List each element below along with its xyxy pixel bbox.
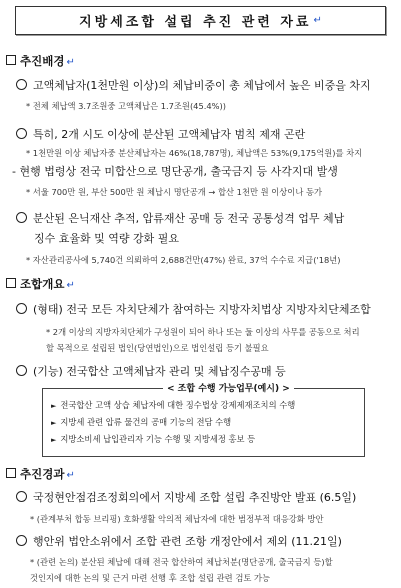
- overview-point-2: [16, 363, 286, 379]
- background-point-1-note: * 전체 체납액 3.7조원중 고액체납은 1.7조원(45.4%)): [26, 101, 227, 111]
- circle-bullet-icon: [16, 365, 27, 376]
- progress-point-1: [16, 489, 356, 505]
- background-point-2-dash-note: * 서울 700만 원, 부산 500만 원 체납시 명단공개 → 합산 1천만 원 이상이나 동가: [26, 187, 322, 197]
- point-text: (형태) 전국 모든 자치단체가 참여하는 지방자치법상 지방자치단체조합: [33, 303, 371, 316]
- circle-bullet-icon: [16, 79, 27, 90]
- background-point-3: [16, 210, 344, 226]
- arrow-bullet-icon: ►: [51, 419, 57, 427]
- progress-point-2: [16, 533, 342, 549]
- background-point-2-dash: - 현행 법령상 전국 미합산으로 명단공개, 출국금지 등 사각지대 발생: [12, 165, 338, 178]
- arrow-bullet-icon: ►: [51, 436, 57, 444]
- document-title: 지방세조합 설립 추진 관련 자료: [79, 15, 312, 30]
- overview-point-1: [16, 301, 371, 317]
- background-point-3-cont: 징수 효율화 및 역량 강화 필요: [34, 232, 179, 245]
- section-title: 추진배경: [20, 54, 65, 68]
- section-title: 조합개요: [20, 277, 65, 291]
- square-bullet-icon: [6, 278, 16, 288]
- circle-bullet-icon: [16, 212, 27, 223]
- section-heading-overview: [6, 276, 75, 292]
- background-point-2-note: * 1천만원 이상 체납자중 분산체납자는 46%(18,787명), 체납액은 53%(9,175억원)를 차지: [26, 148, 363, 158]
- section-title: 추진경과: [20, 467, 65, 481]
- point-text: 국정현안점검조정회의에서 지방세 조합 설립 추진방안 발표 (6.5일): [33, 491, 357, 504]
- example-text: 전국합산 고액 상습 체납자에 대한 징수법상 강제제재조치의 수행: [60, 400, 296, 410]
- example-item-1: [51, 399, 295, 411]
- overview-point-1-note: * 2개 이상의 지방자치단체가 구성원이 되어 하나 또는 둘 이상의 사무를 공동으로 처리할 목적으로 설립된 법인(당연법인)으로 법인설립 등기 불필요: [46, 327, 360, 353]
- circle-bullet-icon: [16, 491, 27, 502]
- point-text: (기능) 전국합산 고액체납자 관리 및 체납징수공매 등: [33, 365, 286, 378]
- square-bullet-icon: [6, 55, 16, 65]
- point-text: 고액체납자(1천만원 이상)의 체납비중이 총 체납에서 높은 비중을 차지: [33, 79, 371, 92]
- point-text: 특히, 2개 시도 이상에 분산된 고액체납자 범칙 제재 곤란: [33, 128, 306, 141]
- square-bullet-icon: [6, 468, 16, 478]
- point-text: 분산된 은닉재산 추적, 압류재산 공매 등 전국 공통성격 업무 체납: [33, 212, 345, 225]
- section-heading-background: [6, 53, 75, 69]
- return-mark: ↵: [66, 280, 75, 291]
- background-point-2: [16, 126, 305, 142]
- example-item-2: [51, 416, 231, 428]
- circle-bullet-icon: [16, 303, 27, 314]
- arrow-bullet-icon: ►: [51, 402, 57, 410]
- progress-point-2-note-1: * (관련 논의) 분산된 체납에 대해 전국 합산하여 체납처분(명단공개, 출국금지 등)할: [30, 557, 333, 567]
- example-item-3: [51, 433, 255, 445]
- section-heading-progress: [6, 466, 75, 482]
- example-text: 지방소비세 납입관리자 기능 수행 및 지방세정 홍보 등: [60, 434, 256, 444]
- background-point-3-note: * 자산관리공사에 5,740건 의뢰하여 2,688건만(47%) 완료, 37억 수수료 지급('18년): [26, 255, 341, 265]
- title-box: [15, 6, 386, 35]
- return-mark: ↵: [66, 470, 75, 481]
- example-text: 지방세 관련 압류 물건의 공매 기능의 전담 수행: [60, 417, 232, 427]
- point-text: 행안위 법안소위에서 조합 관련 조항 개정안에서 제외 (11.21일): [33, 535, 342, 548]
- circle-bullet-icon: [16, 128, 27, 139]
- example-box: [42, 384, 365, 457]
- return-mark: ↵: [313, 15, 322, 26]
- progress-point-1-note: * (관계부처 합동 브리핑) 호화생활 악의적 체납자에 대한 범정부적 대응강화 방안: [30, 514, 324, 524]
- background-point-1: [16, 77, 371, 93]
- example-box-title: < 조합 수행 가능업무(예시) >: [163, 381, 294, 394]
- circle-bullet-icon: [16, 535, 27, 546]
- progress-point-2-note-2: 것인지에 대한 논의 및 근거 마련 선행 후 조합 설립 관련 검토 가능: [30, 573, 271, 583]
- return-mark: ↵: [66, 57, 75, 68]
